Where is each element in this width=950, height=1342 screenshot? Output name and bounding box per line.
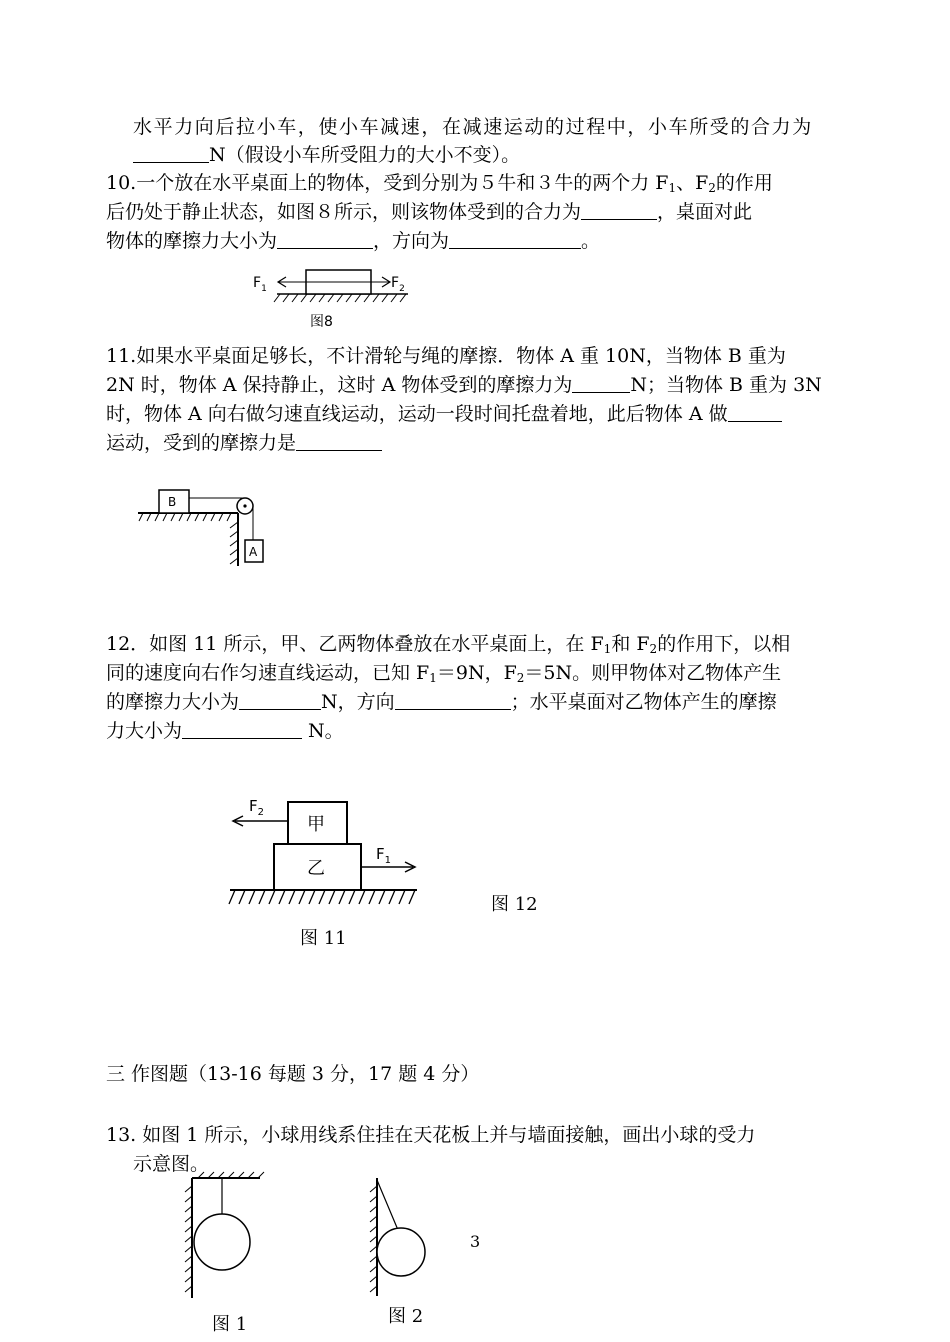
q12-line1-a: 12．如图 11 所示，甲、乙两物体叠放在水平桌面上，在 F [106,633,604,655]
answer-blank[interactable] [728,401,782,422]
answer-blank[interactable] [182,718,302,739]
answer-blank[interactable] [277,228,373,249]
subscript: 2 [649,642,658,656]
q12-line2-a: 同的速度向右作匀速直线运动，已知 F [106,662,430,684]
f1-label: F [253,275,262,291]
q10-line3 [106,228,600,254]
q12-line4-a: 力大小为 [106,720,183,742]
q11-line2 [106,372,822,398]
figure-12-caption: 图 12 [491,894,538,915]
q12-line2-b: ＝9N，F [436,662,517,684]
f1-subscript: 1 [261,284,267,294]
f2-label: F [249,797,258,815]
q11-line4 [106,430,382,456]
q10-line2-b: ，桌面对此 [657,201,753,223]
page-number: 3 [470,1232,481,1251]
q10-line2-a: 后仍处于静止状态，如图８所示，则该物体受到的合力为 [106,201,582,223]
figure-2 [365,1172,435,1302]
q9-line2 [133,142,520,168]
figure-1-caption: 图 1 [212,1314,248,1335]
q13-line1: 13. 如图 1 所示，小球用线系住挂在天花板上并与墙面接触，画出小球的受力 [106,1124,756,1146]
q12-line4 [106,718,344,744]
q11-line3-a: 时，物体 A 向右做匀速直线运动，运动一段时间托盘着地，此后物体 A 做 [106,403,728,425]
q10-line1 [106,170,773,196]
answer-blank[interactable] [581,199,657,220]
q10-line3-c: 。 [581,230,601,252]
q12-line3-b: N，方向 [321,691,395,713]
q10-line2 [106,199,752,225]
q12-line1 [106,631,790,657]
q12-line3-a: 的摩擦力大小为 [106,691,240,713]
f1-label: F [376,845,385,863]
q12-line2-c: ＝5N。则甲物体对乙物体产生 [524,662,782,684]
section-3-heading: 三 作图题（13-16 每题 3 分，17 题 4 分） [106,1063,480,1085]
f2-subscript: 2 [257,807,265,818]
answer-blank[interactable] [572,372,630,393]
block-b-label: B [168,495,177,509]
q10-line3-b: ，方向为 [373,230,450,252]
subscript: 1 [603,642,612,656]
answer-blank[interactable] [133,142,209,163]
subscript: 2 [516,671,525,685]
q11-line4-a: 运动，受到的摩擦力是 [106,432,297,454]
answer-blank[interactable] [296,430,382,451]
q12-line3-c: ；水平桌面对乙物体产生的摩擦 [510,691,777,713]
block-yi-label: 乙 [307,858,325,879]
figure-1 [180,1172,270,1302]
q11-line2-b: N；当物体 B 重为 3N [630,374,822,396]
svg-text:F2 [391,275,405,294]
q9-line2-text: N（假设小车所受阻力的大小不变）。 [209,144,521,166]
q13-line2: 示意图。 [133,1153,210,1175]
answer-blank[interactable] [449,228,581,249]
block-jia-label: 甲 [307,814,325,835]
q11-line1: 11.如果水平桌面足够长，不计滑轮与绳的摩擦．物体 A 重 10N，当物体 B 重为 [106,345,786,367]
f2-subscript: 2 [399,284,405,294]
q12-line4-b: N。 [302,720,344,742]
subscript: 2 [708,181,716,195]
q11-line2-a: 2N 时，物体 A 保持静止，这时 A 物体受到的摩擦力为 [106,374,573,396]
q12-line2 [106,660,781,686]
q12-line1-c: 的作用下，以相 [657,633,791,655]
q10-sep: 、F [676,172,709,194]
pulley-figure [135,484,275,574]
block-a-label: A [249,545,258,559]
figure-11-caption: 图 11 [300,928,347,949]
svg-text:F1 [376,845,391,866]
figure-8 [250,265,420,335]
q10-line1-text: 10.一个放在水平桌面上的物体，受到分别为５牛和３牛的两个力 F [106,172,669,194]
q11-line3 [106,401,782,427]
subscript: 1 [429,671,437,685]
q10-line1-tail: 的作用 [715,172,773,194]
answer-blank[interactable] [395,689,511,710]
figure-11 [225,790,425,915]
q10-line3-a: 物体的摩擦力大小为 [106,230,278,252]
q12-line1-b: 和 F [611,633,650,655]
f2-label: F [391,275,400,291]
answer-blank[interactable] [239,689,321,710]
q9-line1: 水平力向后拉小车，使小车减速，在减速运动的过程中，小车所受的合力为 [133,116,813,138]
figure-8-caption: 图8 [310,314,333,330]
subscript: 1 [668,181,677,195]
f1-subscript: 1 [384,855,392,866]
svg-text:F2 [249,797,264,818]
figure-2-caption: 图 2 [388,1306,424,1327]
svg-text:F1 [253,275,267,294]
q12-line3 [106,689,777,715]
